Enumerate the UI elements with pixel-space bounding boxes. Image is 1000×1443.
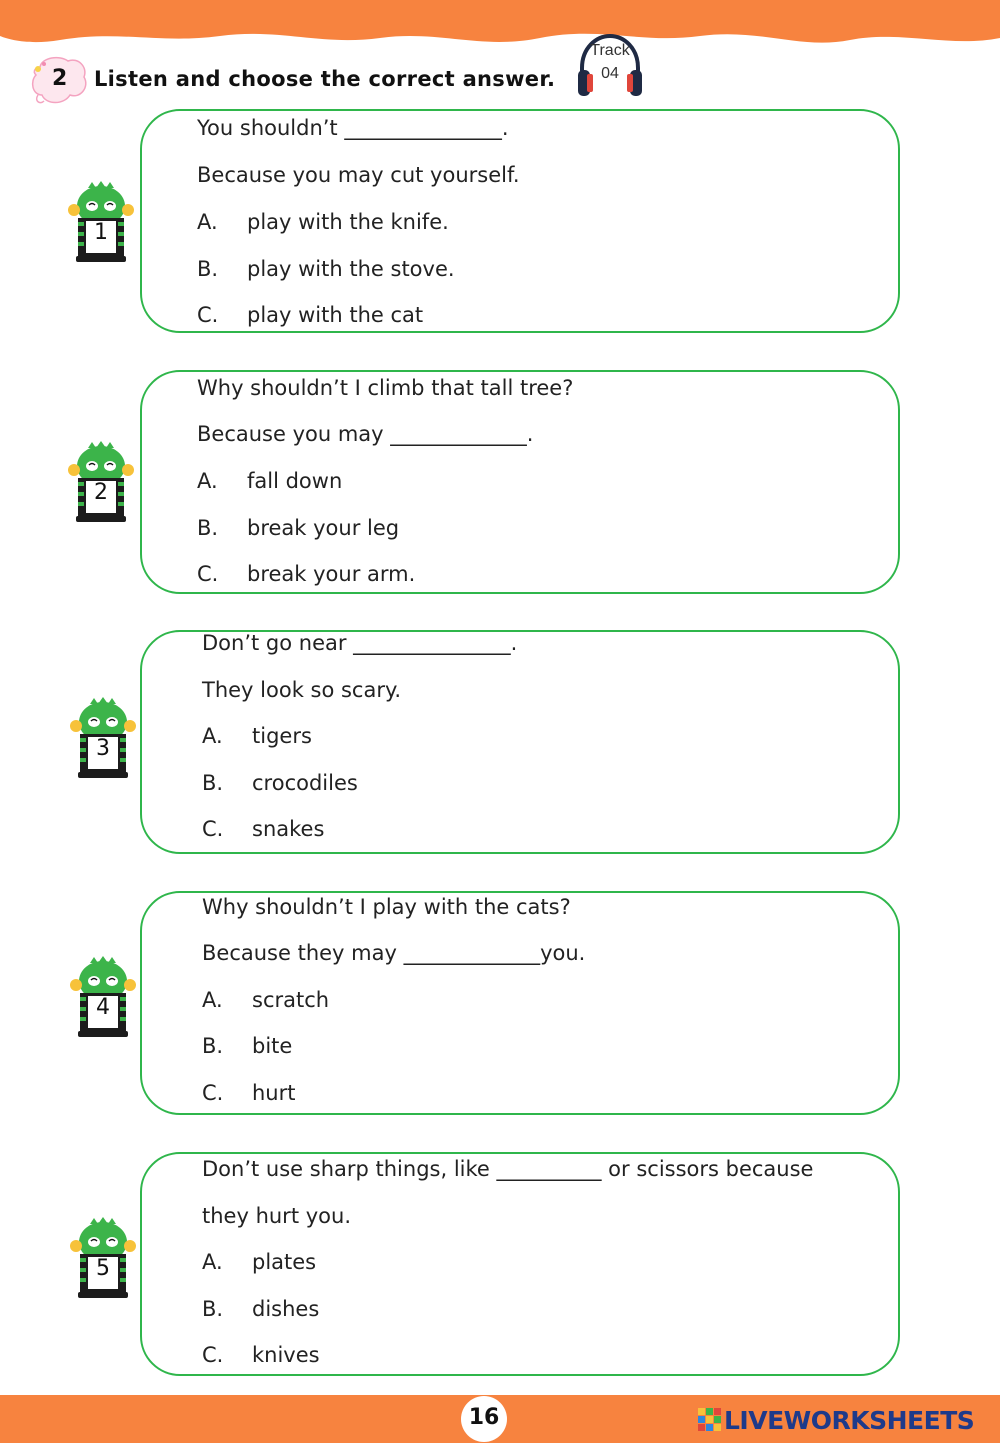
question-5-option-c[interactable] [202,1343,320,1367]
question-1-option-b[interactable] [197,257,455,281]
brand-name: LIVEWORKSHEETS [724,1406,975,1435]
question-2-option-b[interactable] [197,516,399,540]
question-3-prompt: Don’t go near _______________. [202,631,518,655]
question-2-reason: Because you may _____________. [197,422,534,446]
question-number: 3 [96,736,110,761]
liveworksheets-logo [698,1406,998,1436]
question-number: 4 [96,995,110,1020]
question-3-reason: They look so scary. [202,678,402,702]
option-text: tigers [252,724,312,748]
question-number-monster-2 [68,440,134,524]
question-number: 1 [94,220,108,245]
question-1-option-a[interactable] [197,210,449,234]
question-number-monster-1 [68,180,134,264]
question-number-monster-5 [70,1216,136,1300]
question-3-option-b[interactable] [202,771,358,795]
track-number: 04 [601,65,619,82]
option-text: fall down [247,469,343,493]
option-letter: A. [202,724,223,748]
option-text: play with the stove. [247,257,455,281]
option-text: scratch [252,988,330,1012]
option-text: break your arm. [247,562,416,586]
question-4-prompt: Why shouldn’t I play with the cats? [202,895,571,919]
option-letter: B. [197,516,219,540]
question-4-option-a[interactable] [202,988,329,1012]
question-4-option-c[interactable] [202,1081,296,1105]
question-2-option-a[interactable] [197,469,342,493]
liveworksheets-logo-icon [698,1408,722,1432]
exercise-instruction: Listen and choose the correct answer. [94,67,556,91]
question-5-option-b[interactable] [202,1297,319,1321]
question-number: 2 [94,480,108,505]
audio-track-button[interactable] [574,30,646,102]
option-letter: A. [202,988,223,1012]
option-text: crocodiles [252,771,358,795]
page-number: 16 [468,1405,500,1430]
question-5-option-a[interactable] [202,1250,316,1274]
option-text: play with the knife. [247,210,449,234]
option-letter: C. [202,1081,224,1105]
option-text: play with the cat [247,303,424,327]
option-letter: C. [202,817,224,841]
option-letter: B. [202,1297,224,1321]
question-2-option-c[interactable] [197,562,415,586]
option-text: hurt [252,1081,296,1105]
option-text: snakes [252,817,325,841]
option-letter: C. [197,303,219,327]
top-wave-banner [0,0,1000,60]
option-letter: C. [197,562,219,586]
question-number-monster-3 [70,696,136,780]
option-letter: B. [202,771,224,795]
option-letter: A. [197,469,218,493]
option-letter: B. [197,257,219,281]
option-letter: A. [202,1250,223,1274]
exercise-number: 2 [52,66,68,91]
question-1-reason: Because you may cut yourself. [197,163,520,187]
question-4-option-b[interactable] [202,1034,292,1058]
option-letter: B. [202,1034,224,1058]
question-3-option-a[interactable] [202,724,312,748]
option-text: bite [252,1034,293,1058]
question-2-prompt: Why shouldn’t I climb that tall tree? [197,376,574,400]
question-5-reason: they hurt you. [202,1204,351,1228]
option-text: dishes [252,1297,320,1321]
question-number: 5 [96,1256,110,1281]
question-3-option-c[interactable] [202,817,324,841]
question-1-option-c[interactable] [197,303,423,327]
question-1-prompt: You shouldn’t _______________. [197,116,509,140]
option-text: plates [252,1250,317,1274]
option-letter: A. [197,210,218,234]
question-4-reason: Because they may _____________you. [202,941,586,965]
option-letter: C. [202,1343,224,1367]
track-label: Track [590,42,630,59]
option-text: break your leg [247,516,400,540]
question-number-monster-4 [70,955,136,1039]
option-text: knives [252,1343,320,1367]
question-5-prompt: Don’t use sharp things, like __________ or scissors because [202,1157,814,1181]
